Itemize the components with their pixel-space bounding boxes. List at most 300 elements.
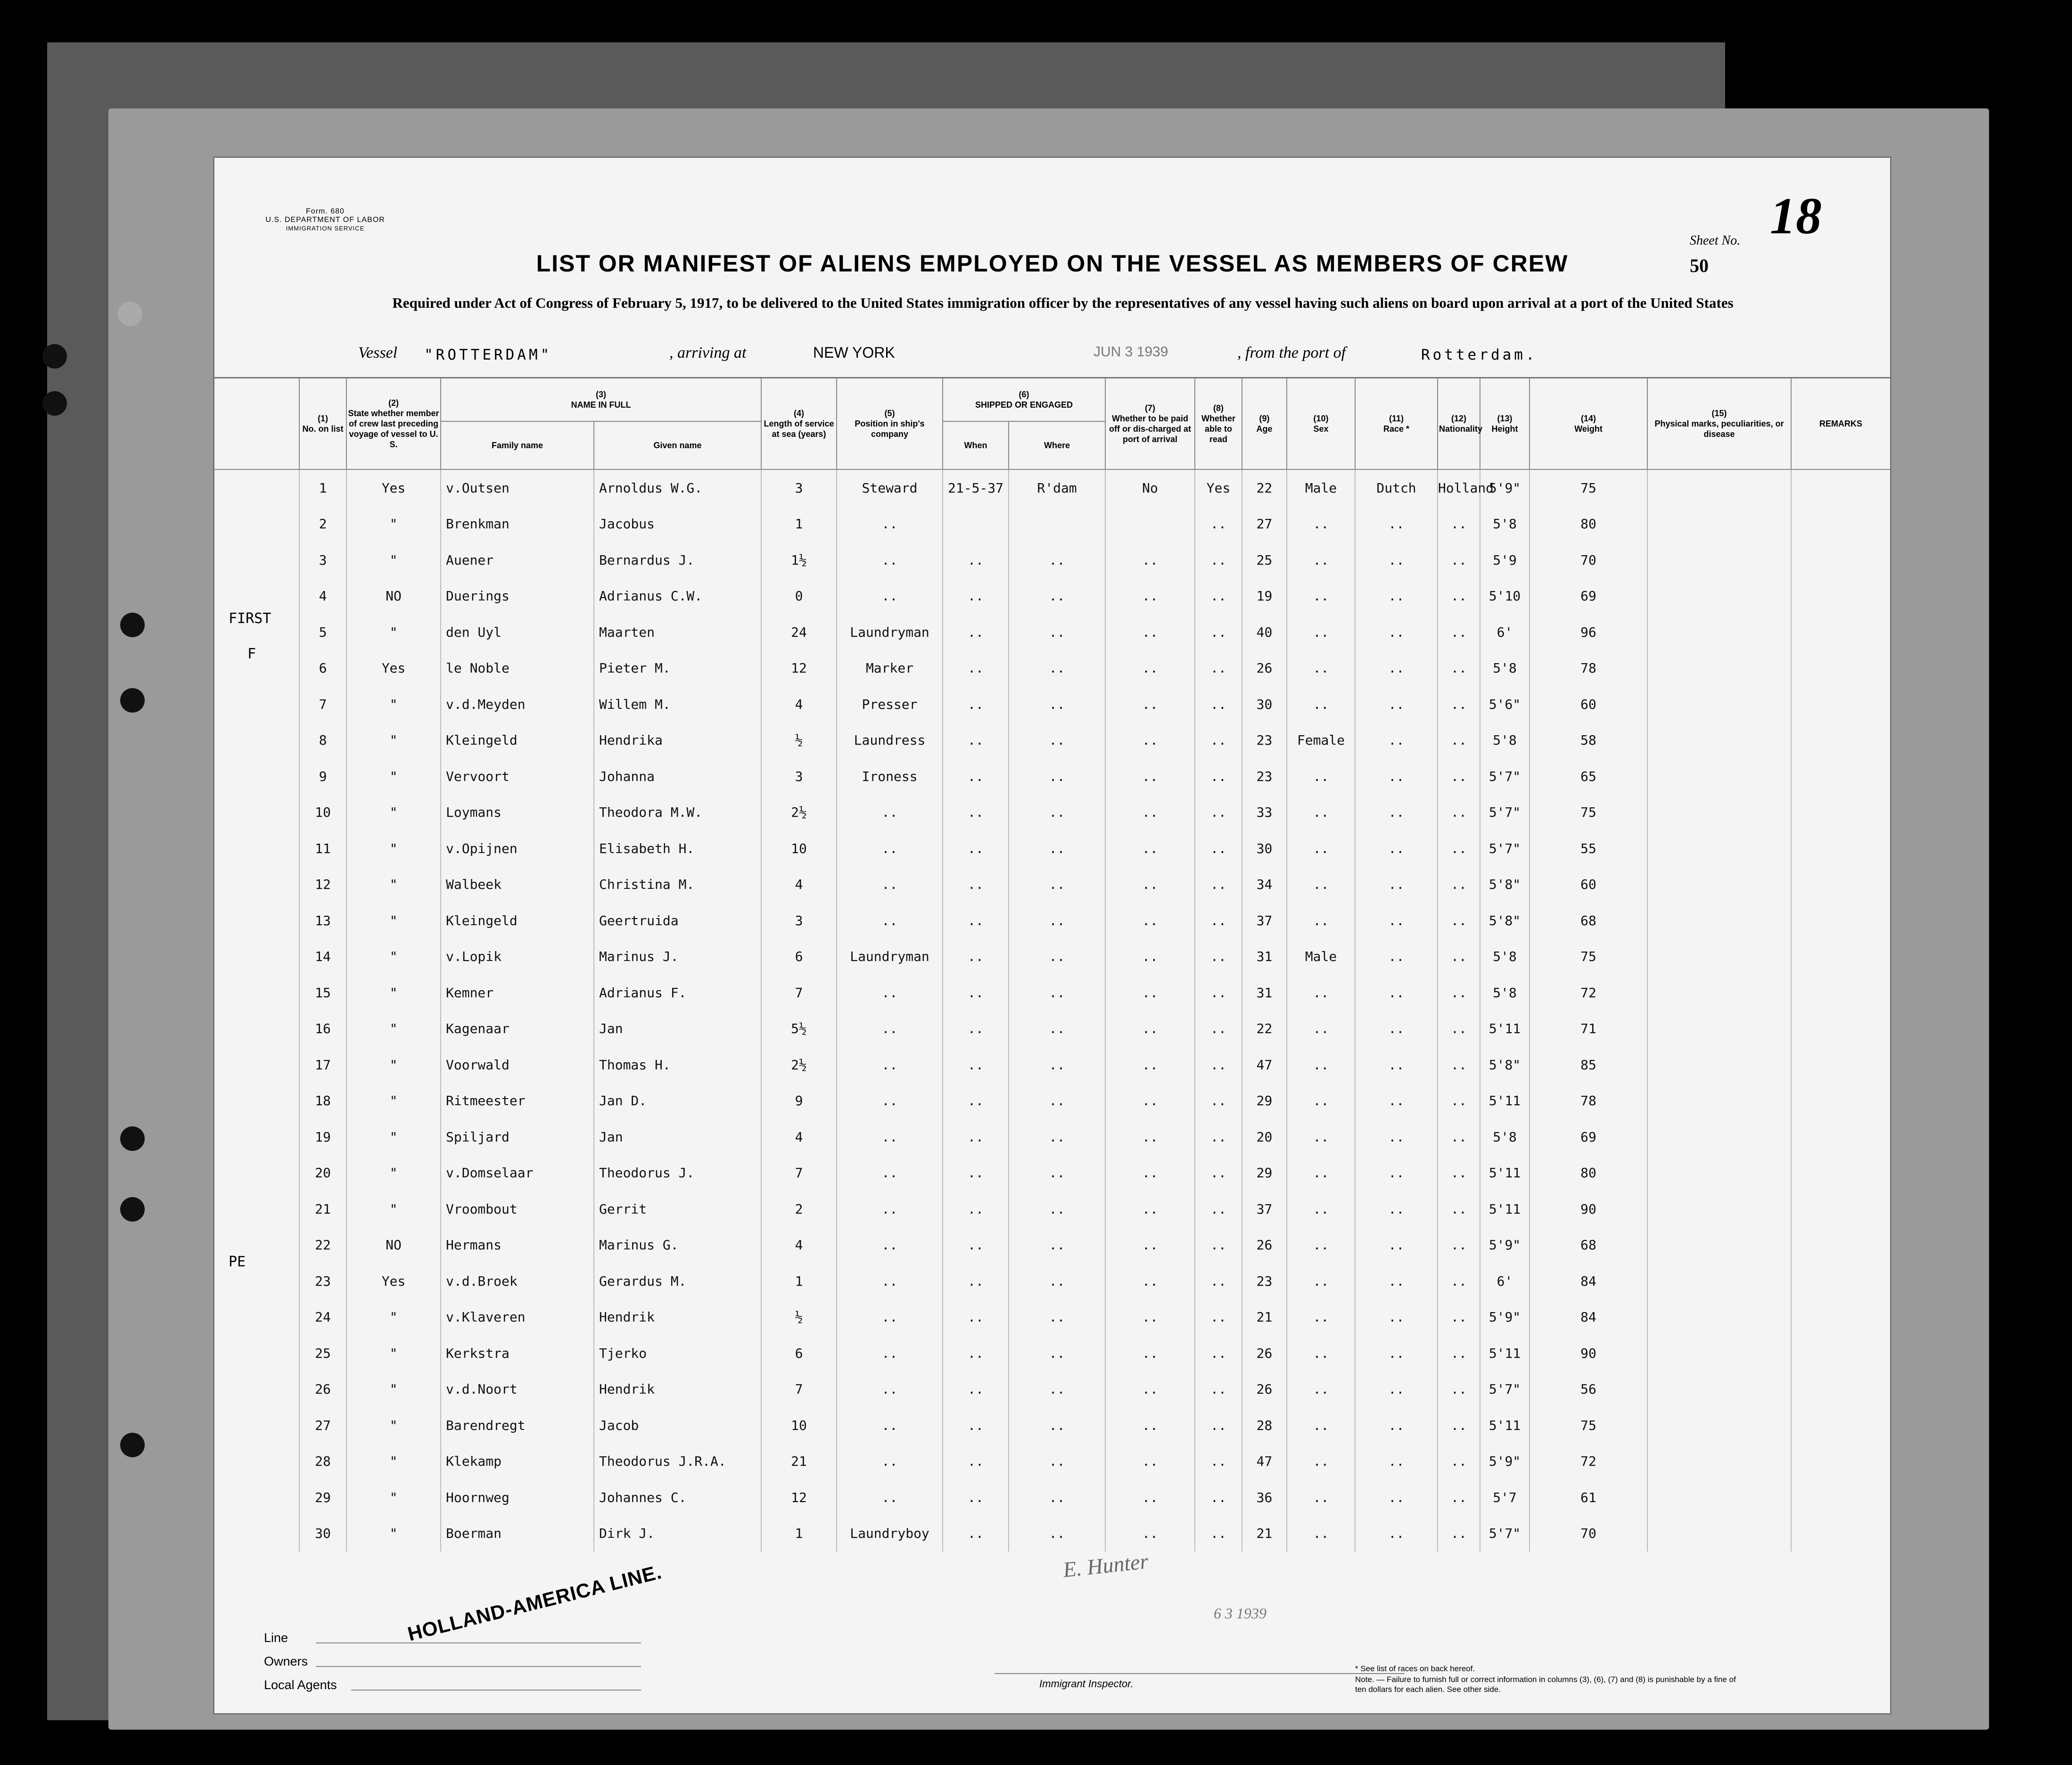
- physical-marks-cell: [1647, 578, 1791, 615]
- shipped-where-cell: ..: [1009, 1119, 1105, 1155]
- physical-marks-cell: [1647, 1444, 1791, 1480]
- given-name-cell: Thomas H.: [594, 1047, 761, 1083]
- form-meta: [259, 207, 391, 233]
- physical-marks-cell: [1647, 975, 1791, 1011]
- shipped-where-cell: ..: [1009, 650, 1105, 687]
- weight-cell: 80: [1529, 1155, 1647, 1191]
- paid-off-cell: No: [1105, 469, 1195, 506]
- able-to-read-cell: ..: [1195, 542, 1242, 578]
- physical-marks-cell: [1647, 758, 1791, 795]
- sex-cell: ..: [1287, 1371, 1355, 1408]
- sex-cell: ..: [1287, 1444, 1355, 1480]
- form-number: Form. 680: [306, 207, 345, 215]
- row-number-cell: 29: [299, 1479, 346, 1516]
- family-name-cell: Kerkstra: [441, 1335, 594, 1371]
- sex-cell: ..: [1287, 578, 1355, 615]
- table-row: [214, 867, 1890, 903]
- row-number-cell: 13: [299, 903, 346, 939]
- race-cell: ..: [1355, 1119, 1438, 1155]
- shipped-where-cell: ..: [1009, 1335, 1105, 1371]
- given-name-cell: Dirk J.: [594, 1516, 761, 1552]
- binder-hole: [42, 391, 67, 416]
- shipped-when-cell: ..: [943, 903, 1009, 939]
- sex-cell: ..: [1287, 1516, 1355, 1552]
- shipped-when-cell: ..: [943, 1479, 1009, 1516]
- age-cell: 26: [1242, 1227, 1287, 1264]
- family-name-cell: Ritmeester: [441, 1083, 594, 1119]
- margin-mark-f: F: [247, 646, 256, 662]
- race-cell: ..: [1355, 1299, 1438, 1336]
- header-weight: (14) Weight: [1529, 378, 1647, 470]
- margin-cell: [214, 1407, 299, 1444]
- margin-cell: [214, 1371, 299, 1408]
- race-cell: ..: [1355, 650, 1438, 687]
- age-cell: 47: [1242, 1047, 1287, 1083]
- height-cell: 5'9: [1480, 542, 1529, 578]
- able-to-read-cell: ..: [1195, 830, 1242, 867]
- age-cell: 31: [1242, 939, 1287, 975]
- nationality-cell: ..: [1438, 1407, 1480, 1444]
- shipped-when-cell: ..: [943, 939, 1009, 975]
- table-row: [214, 686, 1890, 722]
- paid-off-cell: ..: [1105, 1516, 1195, 1552]
- remarks-cell: [1791, 830, 1890, 867]
- shipped-when-cell: [943, 506, 1009, 542]
- length-of-service-cell: 7: [761, 1371, 837, 1408]
- family-name-cell: Brenkman: [441, 506, 594, 542]
- paid-off-cell: ..: [1105, 1047, 1195, 1083]
- position-cell: Presser: [837, 686, 943, 722]
- given-name-cell: Jacob: [594, 1407, 761, 1444]
- family-name-cell: v.d.Noort: [441, 1371, 594, 1408]
- nationality-cell: ..: [1438, 1227, 1480, 1264]
- able-to-read-cell: ..: [1195, 975, 1242, 1011]
- paid-off-cell: ..: [1105, 1479, 1195, 1516]
- prev-voyage-cell: ": [346, 1335, 441, 1371]
- shipped-when-cell: ..: [943, 1371, 1009, 1408]
- position-cell: Laundress: [837, 722, 943, 759]
- prev-voyage-cell: ": [346, 1011, 441, 1047]
- given-name-cell: Jan D.: [594, 1083, 761, 1119]
- table-row: [214, 939, 1890, 975]
- position-cell: ..: [837, 1047, 943, 1083]
- row-number-cell: 25: [299, 1335, 346, 1371]
- age-cell: 26: [1242, 1371, 1287, 1408]
- shipped-when-cell: ..: [943, 1083, 1009, 1119]
- shipped-when-cell: ..: [943, 1299, 1009, 1336]
- row-number-cell: 14: [299, 939, 346, 975]
- weight-cell: 69: [1529, 1119, 1647, 1155]
- age-cell: 27: [1242, 506, 1287, 542]
- paid-off-cell: ..: [1105, 795, 1195, 831]
- race-cell: ..: [1355, 939, 1438, 975]
- given-name-cell: Pieter M.: [594, 650, 761, 687]
- weight-cell: 72: [1529, 975, 1647, 1011]
- able-to-read-cell: ..: [1195, 903, 1242, 939]
- nationality-cell: ..: [1438, 758, 1480, 795]
- race-cell: ..: [1355, 830, 1438, 867]
- row-number-cell: 28: [299, 1444, 346, 1480]
- nationality-cell: Holland: [1438, 469, 1480, 506]
- physical-marks-cell: [1647, 1119, 1791, 1155]
- length-of-service-cell: 4: [761, 1227, 837, 1264]
- table-row: [214, 1407, 1890, 1444]
- weight-cell: 75: [1529, 469, 1647, 506]
- able-to-read-cell: ..: [1195, 1263, 1242, 1299]
- height-cell: 6': [1480, 614, 1529, 650]
- family-name-cell: v.d.Broek: [441, 1263, 594, 1299]
- length-of-service-cell: 1½: [761, 542, 837, 578]
- race-cell: ..: [1355, 758, 1438, 795]
- table-row: [214, 1191, 1890, 1227]
- table-row: [214, 542, 1890, 578]
- table-row: [214, 1479, 1890, 1516]
- age-cell: 31: [1242, 975, 1287, 1011]
- margin-cell: [214, 795, 299, 831]
- nationality-cell: ..: [1438, 1119, 1480, 1155]
- paid-off-cell: ..: [1105, 1155, 1195, 1191]
- margin-cell: [214, 1335, 299, 1371]
- race-cell: ..: [1355, 1047, 1438, 1083]
- physical-marks-cell: [1647, 1155, 1791, 1191]
- weight-cell: 70: [1529, 1516, 1647, 1552]
- physical-marks-cell: [1647, 867, 1791, 903]
- sex-cell: ..: [1287, 1263, 1355, 1299]
- family-name-cell: Vervoort: [441, 758, 594, 795]
- weight-cell: 55: [1529, 830, 1647, 867]
- family-name-cell: Kemner: [441, 975, 594, 1011]
- table-row: [214, 795, 1890, 831]
- shipped-where-cell: ..: [1009, 1407, 1105, 1444]
- shipped-when-cell: ..: [943, 1155, 1009, 1191]
- shipped-when-cell: ..: [943, 795, 1009, 831]
- remarks-cell: [1791, 578, 1890, 615]
- sex-cell: ..: [1287, 1407, 1355, 1444]
- sex-cell: ..: [1287, 1227, 1355, 1264]
- remarks-cell: [1791, 1299, 1890, 1336]
- nationality-cell: ..: [1438, 614, 1480, 650]
- paid-off-cell: ..: [1105, 542, 1195, 578]
- remarks-cell: [1791, 506, 1890, 542]
- weight-cell: 78: [1529, 1083, 1647, 1119]
- length-of-service-cell: 4: [761, 686, 837, 722]
- weight-cell: 75: [1529, 1407, 1647, 1444]
- race-cell: ..: [1355, 1444, 1438, 1480]
- length-of-service-cell: 3: [761, 903, 837, 939]
- length-of-service-cell: 1: [761, 1263, 837, 1299]
- table-row: [214, 975, 1890, 1011]
- margin-cell: [214, 975, 299, 1011]
- weight-cell: 84: [1529, 1299, 1647, 1336]
- shipped-where-cell: ..: [1009, 1083, 1105, 1119]
- row-number-cell: 21: [299, 1191, 346, 1227]
- shipped-where-cell: ..: [1009, 1479, 1105, 1516]
- paid-off-cell: ..: [1105, 903, 1195, 939]
- shipped-where-cell: ..: [1009, 758, 1105, 795]
- table-row: [214, 722, 1890, 759]
- nationality-cell: ..: [1438, 903, 1480, 939]
- able-to-read-cell: ..: [1195, 1299, 1242, 1336]
- able-to-read-cell: ..: [1195, 686, 1242, 722]
- sex-cell: ..: [1287, 1119, 1355, 1155]
- header-length-service: (4) Length of service at sea (years): [761, 378, 837, 470]
- length-of-service-cell: 1: [761, 1516, 837, 1552]
- prev-voyage-cell: Yes: [346, 650, 441, 687]
- length-of-service-cell: 24: [761, 614, 837, 650]
- race-cell: ..: [1355, 506, 1438, 542]
- given-name-cell: Geertruida: [594, 903, 761, 939]
- footer-owners-label: Owners: [264, 1654, 308, 1668]
- row-number-cell: 9: [299, 758, 346, 795]
- sex-cell: Female: [1287, 722, 1355, 759]
- row-number-cell: 3: [299, 542, 346, 578]
- height-cell: 5'8: [1480, 975, 1529, 1011]
- shipped-where-cell: ..: [1009, 795, 1105, 831]
- race-cell: ..: [1355, 1407, 1438, 1444]
- height-cell: 5'11: [1480, 1011, 1529, 1047]
- shipped-when-cell: ..: [943, 1516, 1009, 1552]
- nationality-cell: ..: [1438, 506, 1480, 542]
- company-stamp: HOLLAND-AMERICA LINE.: [405, 1560, 664, 1645]
- height-cell: 5'7": [1480, 758, 1529, 795]
- position-cell: ..: [837, 578, 943, 615]
- remarks-cell: [1791, 686, 1890, 722]
- age-cell: 37: [1242, 903, 1287, 939]
- sex-cell: ..: [1287, 1191, 1355, 1227]
- header-able-read: (8) Whether able to read: [1195, 378, 1242, 470]
- paid-off-cell: ..: [1105, 939, 1195, 975]
- margin-mark-pe: PE: [229, 1254, 246, 1270]
- length-of-service-cell: 2½: [761, 795, 837, 831]
- margin-cell: [214, 1479, 299, 1516]
- prev-voyage-cell: Yes: [346, 469, 441, 506]
- height-cell: 6': [1480, 1263, 1529, 1299]
- row-number-cell: 24: [299, 1299, 346, 1336]
- row-number-cell: 27: [299, 1407, 346, 1444]
- header-age: (9) Age: [1242, 378, 1287, 470]
- margin-cell: [214, 722, 299, 759]
- shipped-where-cell: ..: [1009, 1444, 1105, 1480]
- sex-cell: ..: [1287, 614, 1355, 650]
- sex-cell: ..: [1287, 1479, 1355, 1516]
- margin-header: [214, 378, 299, 470]
- position-cell: ..: [837, 795, 943, 831]
- shipped-where-cell: ..: [1009, 542, 1105, 578]
- row-number-cell: 17: [299, 1047, 346, 1083]
- physical-marks-cell: [1647, 1479, 1791, 1516]
- paid-off-cell: ..: [1105, 758, 1195, 795]
- position-cell: ..: [837, 1371, 943, 1408]
- sex-cell: ..: [1287, 542, 1355, 578]
- weight-cell: 72: [1529, 1444, 1647, 1480]
- age-cell: 26: [1242, 650, 1287, 687]
- family-name-cell: v.d.Meyden: [441, 686, 594, 722]
- arrival-date: JUN 3 1939: [1094, 344, 1168, 360]
- footer-line-label: Line: [264, 1631, 288, 1645]
- prev-voyage-cell: ": [346, 1479, 441, 1516]
- height-cell: 5'11: [1480, 1155, 1529, 1191]
- sex-cell: ..: [1287, 1047, 1355, 1083]
- shipped-where-cell: ..: [1009, 903, 1105, 939]
- row-number-cell: 16: [299, 1011, 346, 1047]
- margin-cell: [214, 939, 299, 975]
- position-cell: ..: [837, 1227, 943, 1264]
- handwritten-sheet-number: 18: [1770, 187, 1822, 245]
- prev-voyage-cell: ": [346, 795, 441, 831]
- prev-voyage-cell: ": [346, 614, 441, 650]
- races-note: * See list of races on back hereof.: [1355, 1664, 1475, 1673]
- able-to-read-cell: ..: [1195, 506, 1242, 542]
- given-name-cell: Jan: [594, 1119, 761, 1155]
- remarks-cell: [1791, 939, 1890, 975]
- row-number-cell: 4: [299, 578, 346, 615]
- height-cell: 5'9": [1480, 1227, 1529, 1264]
- able-to-read-cell: ..: [1195, 1011, 1242, 1047]
- row-number-cell: 6: [299, 650, 346, 687]
- row-number-cell: 8: [299, 722, 346, 759]
- table-row: [214, 578, 1890, 615]
- position-cell: Steward: [837, 469, 943, 506]
- table-row: [214, 1011, 1890, 1047]
- physical-marks-cell: [1647, 506, 1791, 542]
- shipped-when-cell: ..: [943, 830, 1009, 867]
- able-to-read-cell: ..: [1195, 1516, 1242, 1552]
- family-name-cell: le Noble: [441, 650, 594, 687]
- family-name-cell: Boerman: [441, 1516, 594, 1552]
- able-to-read-cell: ..: [1195, 1479, 1242, 1516]
- height-cell: 5'11: [1480, 1191, 1529, 1227]
- height-cell: 5'11: [1480, 1335, 1529, 1371]
- shipped-where-cell: ..: [1009, 1155, 1105, 1191]
- nationality-cell: ..: [1438, 1479, 1480, 1516]
- prev-voyage-cell: ": [346, 1299, 441, 1336]
- weight-cell: 60: [1529, 686, 1647, 722]
- shipped-when-cell: ..: [943, 542, 1009, 578]
- manifest-sheet: [214, 158, 1890, 1713]
- remarks-cell: [1791, 758, 1890, 795]
- family-name-cell: Walbeek: [441, 867, 594, 903]
- prev-voyage-cell: ": [346, 1047, 441, 1083]
- given-name-cell: Willem M.: [594, 686, 761, 722]
- family-name-cell: Vroombout: [441, 1191, 594, 1227]
- physical-marks-cell: [1647, 1263, 1791, 1299]
- age-cell: 22: [1242, 1011, 1287, 1047]
- given-name-cell: Gerardus M.: [594, 1263, 761, 1299]
- family-name-cell: Voorwald: [441, 1047, 594, 1083]
- arrival-port: NEW YORK: [813, 344, 895, 361]
- header-no-on-list: (1) No. on list: [299, 378, 346, 470]
- from-port: Rotterdam.: [1421, 346, 1538, 363]
- margin-mark-first: FIRST: [229, 610, 271, 627]
- table-row: [214, 1516, 1890, 1552]
- race-cell: ..: [1355, 867, 1438, 903]
- race-cell: ..: [1355, 1155, 1438, 1191]
- able-to-read-cell: Yes: [1195, 469, 1242, 506]
- remarks-cell: [1791, 469, 1890, 506]
- margin-cell: [214, 867, 299, 903]
- physical-marks-cell: [1647, 469, 1791, 506]
- paid-off-cell: ..: [1105, 578, 1195, 615]
- margin-cell: [214, 758, 299, 795]
- prev-voyage-cell: NO: [346, 578, 441, 615]
- weight-cell: 69: [1529, 578, 1647, 615]
- age-cell: 30: [1242, 686, 1287, 722]
- paid-off-cell: [1105, 506, 1195, 542]
- physical-marks-cell: [1647, 686, 1791, 722]
- header-physical: (15) Physical marks, peculiarities, or disease: [1647, 378, 1791, 470]
- able-to-read-cell: ..: [1195, 614, 1242, 650]
- race-cell: ..: [1355, 1371, 1438, 1408]
- age-cell: 19: [1242, 578, 1287, 615]
- crew-table: [214, 377, 1890, 1552]
- remarks-cell: [1791, 903, 1890, 939]
- remarks-cell: [1791, 1479, 1890, 1516]
- nationality-cell: ..: [1438, 1047, 1480, 1083]
- length-of-service-cell: 2½: [761, 1047, 837, 1083]
- prev-voyage-cell: ": [346, 506, 441, 542]
- header-when: When: [943, 421, 1009, 469]
- weight-cell: 85: [1529, 1047, 1647, 1083]
- prev-voyage-cell: Yes: [346, 1263, 441, 1299]
- physical-marks-cell: [1647, 614, 1791, 650]
- arriving-label: , arriving at: [669, 344, 747, 361]
- row-number-cell: 1: [299, 469, 346, 506]
- length-of-service-cell: 4: [761, 1119, 837, 1155]
- physical-marks-cell: [1647, 650, 1791, 687]
- from-port-label: , from the port of: [1237, 344, 1346, 361]
- physical-marks-cell: [1647, 1407, 1791, 1444]
- physical-marks-cell: [1647, 542, 1791, 578]
- race-cell: ..: [1355, 1263, 1438, 1299]
- shipped-where-cell: ..: [1009, 722, 1105, 759]
- position-cell: ..: [837, 1011, 943, 1047]
- race-cell: ..: [1355, 795, 1438, 831]
- paid-off-cell: ..: [1105, 1299, 1195, 1336]
- table-row: [214, 1119, 1890, 1155]
- shipped-when-cell: ..: [943, 1011, 1009, 1047]
- given-name-cell: Arnoldus W.G.: [594, 469, 761, 506]
- shipped-when-cell: ..: [943, 1444, 1009, 1480]
- family-name-cell: v.Domselaar: [441, 1155, 594, 1191]
- shipped-when-cell: ..: [943, 975, 1009, 1011]
- family-name-cell: v.Outsen: [441, 469, 594, 506]
- shipped-where-cell: ..: [1009, 1047, 1105, 1083]
- prev-voyage-cell: ": [346, 975, 441, 1011]
- shipped-where-cell: ..: [1009, 686, 1105, 722]
- race-cell: ..: [1355, 1011, 1438, 1047]
- given-name-cell: Marinus J.: [594, 939, 761, 975]
- remarks-cell: [1791, 867, 1890, 903]
- weight-cell: 68: [1529, 903, 1647, 939]
- shipped-when-cell: ..: [943, 722, 1009, 759]
- age-cell: 37: [1242, 1191, 1287, 1227]
- prev-voyage-cell: ": [346, 1407, 441, 1444]
- header-position: (5) Position in ship's company: [837, 378, 943, 470]
- length-of-service-cell: 3: [761, 469, 837, 506]
- header-race: (11) Race *: [1355, 378, 1438, 470]
- row-number-cell: 30: [299, 1516, 346, 1552]
- prev-voyage-cell: ": [346, 542, 441, 578]
- height-cell: 5'7": [1480, 1371, 1529, 1408]
- physical-marks-cell: [1647, 795, 1791, 831]
- sheet-label: Sheet No.: [1690, 233, 1741, 248]
- inspector-signature: E. Hunter: [1061, 1549, 1150, 1582]
- paid-off-cell: ..: [1105, 1335, 1195, 1371]
- race-cell: ..: [1355, 1191, 1438, 1227]
- nationality-cell: ..: [1438, 975, 1480, 1011]
- paid-off-cell: ..: [1105, 830, 1195, 867]
- remarks-cell: [1791, 650, 1890, 687]
